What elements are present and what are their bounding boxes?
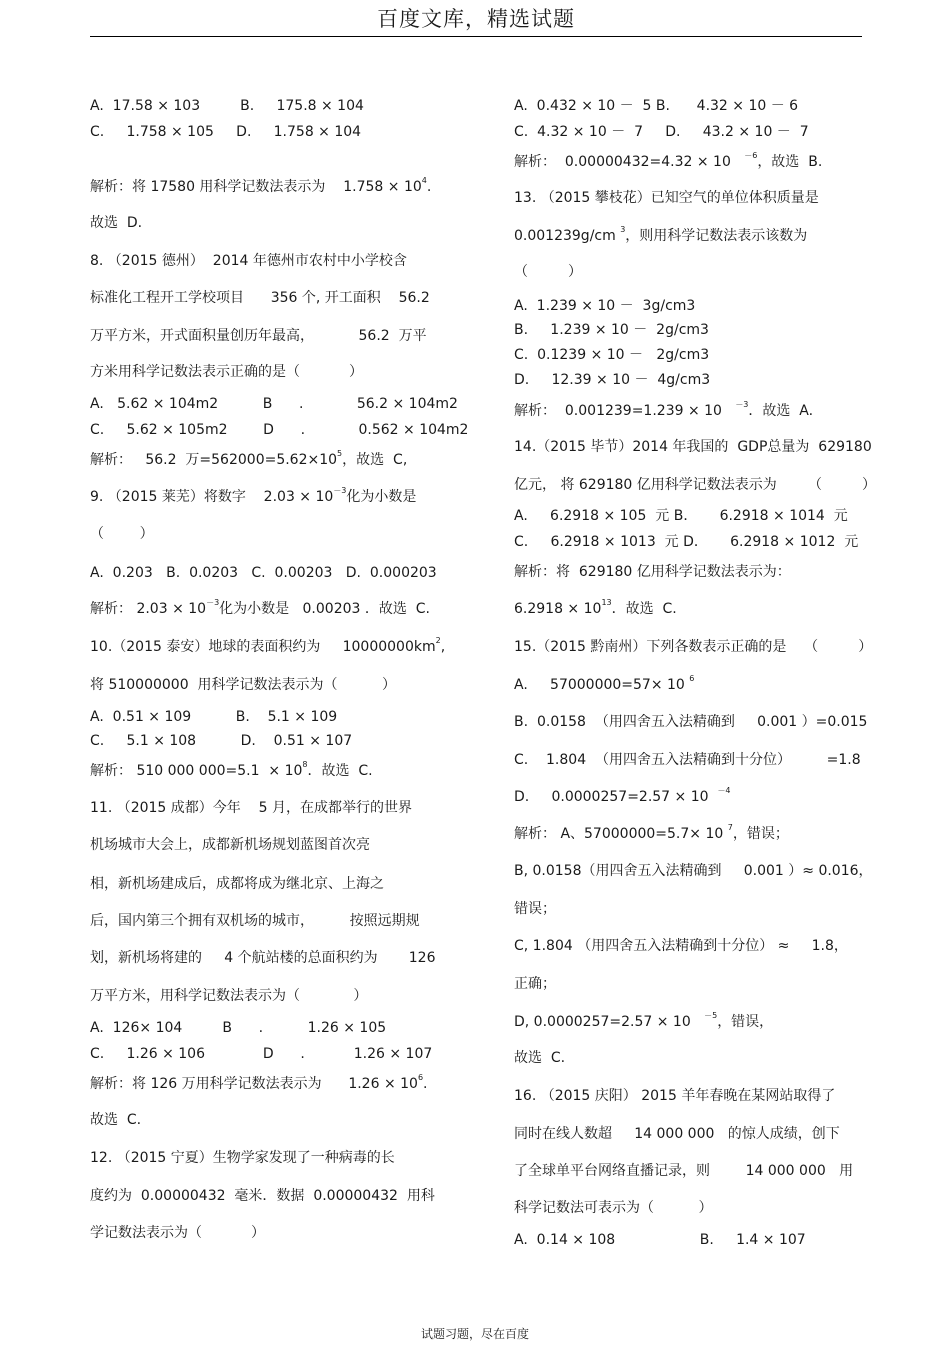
text-line: 解析：将 17580 用科学记数法表示为 $1.758 \times 10^4$. xyxy=(90,176,432,195)
text-line: C. 1.804 （用四舍五入法精确到十分位） =1.8 xyxy=(514,752,861,768)
text-line: （ ） xyxy=(514,264,583,280)
text-line: 万平方米，开式面积量创历年最高， 56.2 万平 xyxy=(90,328,427,344)
text-line: A. 0.203 B. 0.0203 C. 0.00203 D. 0.000203 xyxy=(90,565,437,581)
page-title: 百度文库，精选试题 xyxy=(377,7,575,31)
text-line: 9. （2015 莱芜）将数字 $2.03 \times 10^{-3}$化为小数是 xyxy=(90,486,417,505)
text-line: C. 1.26 × 106 D . 1.26 × 107 xyxy=(90,1046,433,1062)
text-line: 解析： 56.2 万$=562000=5.62\times 10^5$，故选 C, xyxy=(90,449,408,468)
text-line: 0.001239g/cm $^3$，则用科学记数法表示该数为 xyxy=(514,225,808,244)
text-line: 万平方米，用科学记数法表示为（ ） xyxy=(90,988,368,1004)
text-line: 解析： 510 000 $000=5.1 \times 10^8$．故选 C. xyxy=(90,760,373,779)
text-line: C. 6.2918 × 1013 元 D． 6.2918 × 1012 元 xyxy=(514,534,859,550)
text-line: D. 0.0000257=2.57 × 10 $^{-4}$ xyxy=(514,786,731,805)
text-line: $6.2918 \times 10^{13}$．故选 C. xyxy=(514,598,677,617)
text-line: 解析： 0.001239=1.239 × 10 $^{-3}$．故选 A. xyxy=(514,400,814,419)
text-line: 将 510000000 用科学记数法表示为（ ） xyxy=(90,677,397,693)
text-line: 度约为 0.00000432 毫米．数据 0.00000432 用科 xyxy=(90,1188,435,1204)
text-line: 学记数法表示为（ ） xyxy=(90,1225,265,1241)
text-line: 8. （2015 德州） 2014 年德州市农村中小学校含 xyxy=(90,253,407,269)
text-line: 13. （2015 攀枝花）已知空气的单位体积质量是 xyxy=(514,190,819,206)
text-line: 故选 C. xyxy=(90,1112,142,1128)
text-line: 解析：将 126 万用科学记数法表示为 $1.26 \times 10^6$. xyxy=(90,1073,428,1092)
text-line: C. 4.32 × 10 － 7 D. 43.2 × 10 － 7 xyxy=(514,124,809,140)
text-line: （ ） xyxy=(90,526,154,542)
text-line: 10.（2015 泰安）地球的表面积约为 $10000000km^2$, xyxy=(90,636,446,655)
text-line: 同时在线人数超 14 000 000 的惊人成绩，创下 xyxy=(514,1126,840,1142)
text-line: B. 0.0158 （用四舍五入法精确到 0.001 ）=0.015 xyxy=(514,714,868,730)
text-line: 14.（2015 毕节）2014 年我国的 GDP总量为 629180 xyxy=(514,439,872,455)
text-line: 方米用科学记数法表示正确的是（ ） xyxy=(90,364,363,380)
text-line: 后，国内第三个拥有双机场的城市， 按照远期规 xyxy=(90,913,420,929)
text-line: C. 5.1 × 108 D. 0.51 × 107 xyxy=(90,733,353,749)
text-line: A. 17.58 × 103 B. 175.8 × 104 xyxy=(90,98,364,114)
text-line: 16. （2015 庆阳） 2015 羊年春晚在某网站取得了 xyxy=(514,1088,836,1104)
text-line: B, 0.0158（用四舍五入法精确到 0.001 ）≈ 0.016， xyxy=(514,863,873,879)
text-line: A. 1.239 × 10 － 3g/cm3 xyxy=(514,298,696,314)
text-line: 相，新机场建成后，成都将成为继北京、上海之 xyxy=(90,876,384,892)
text-line: B. 1.239 × 10 － 2g/cm3 xyxy=(514,322,709,338)
text-line: 划，新机场将建的 4 个航站楼的总面积约为 126 xyxy=(90,950,436,966)
text-line: C, 1.804 （用四舍五入法精确到十分位） ≈ 1.8， xyxy=(514,938,848,954)
page-footer xyxy=(0,1326,950,1342)
text-line: C. 5.62 × 105m2 D . 0.562 × 104m2 xyxy=(90,422,469,438)
text-line: 解析： A、57000000=5.7× 10 $^7$，错误； xyxy=(514,823,789,842)
text-line: A. 5.62 × 104m2 B . 56.2 × 104m2 xyxy=(90,396,458,412)
text-line: A. 0.432 × 10 － 5 B. 4.32 × 10 － 6 xyxy=(514,98,799,114)
text-line: 解析： $2.03 \times 10^{-3}$化为小数是 0.00203 ．故选 C. xyxy=(90,598,430,617)
text-line: 解析： 0.00000432=4.32 × 10 $^{-6}$，故选 B. xyxy=(514,151,823,170)
text-line: 11. （2015 成都）今年 5 月，在成都举行的世界 xyxy=(90,800,412,816)
text-line: C. 0.1239 × 10 － 2g/cm3 xyxy=(514,347,710,363)
text-line: 机场城市大会上，成都新机场规划蓝图首次亮 xyxy=(90,837,370,853)
text-line: 12. （2015 宁夏）生物学家发现了一种病毒的长 xyxy=(90,1150,395,1166)
text-line: D. 12.39 × 10 － 4g/cm3 xyxy=(514,372,711,388)
text-line: 错误； xyxy=(514,901,556,917)
text-line: A. 0.14 × 108 B. 1.4 × 107 xyxy=(514,1232,806,1248)
text-line: 解析：将 629180 亿用科学记数法表示为： xyxy=(514,564,791,580)
text-line: 15.（2015 黔南州）下列各数表示正确的是 （ ） xyxy=(514,639,873,655)
page-header xyxy=(90,4,862,37)
text-line: C. 1.758 × 105 D. 1.758 × 104 xyxy=(90,124,362,140)
text-line: 故选 D. xyxy=(90,215,143,231)
text-line: 了全球单平台网络直播记录，则 14 000 000 用 xyxy=(514,1163,854,1179)
text-line: 科学记数法可表示为（ ） xyxy=(514,1200,713,1216)
text-line: 故选 C. xyxy=(514,1050,566,1066)
text-line: A. 6.2918 × 105 元 B． 6.2918 × 1014 元 xyxy=(514,508,848,524)
text-line: D, 0.0000257=2.57 × 10 $^{-5}$，错误， xyxy=(514,1011,774,1030)
footer-text: 试题习题，尽在百度 xyxy=(420,1327,529,1341)
text-line: 亿元， 将 629180 亿用科学记数法表示为 （ ） xyxy=(514,477,876,493)
text-line: 标准化工程开工学校项目 356 个, 开工面积 56.2 xyxy=(90,290,430,306)
text-line: A. 126× 104 B . 1.26 × 105 xyxy=(90,1020,387,1036)
text-line: A. 57000000=57× 10 $^6$ xyxy=(514,674,695,693)
text-line: 正确； xyxy=(514,976,556,992)
text-line: A. 0.51 × 109 B. 5.1 × 109 xyxy=(90,709,338,725)
